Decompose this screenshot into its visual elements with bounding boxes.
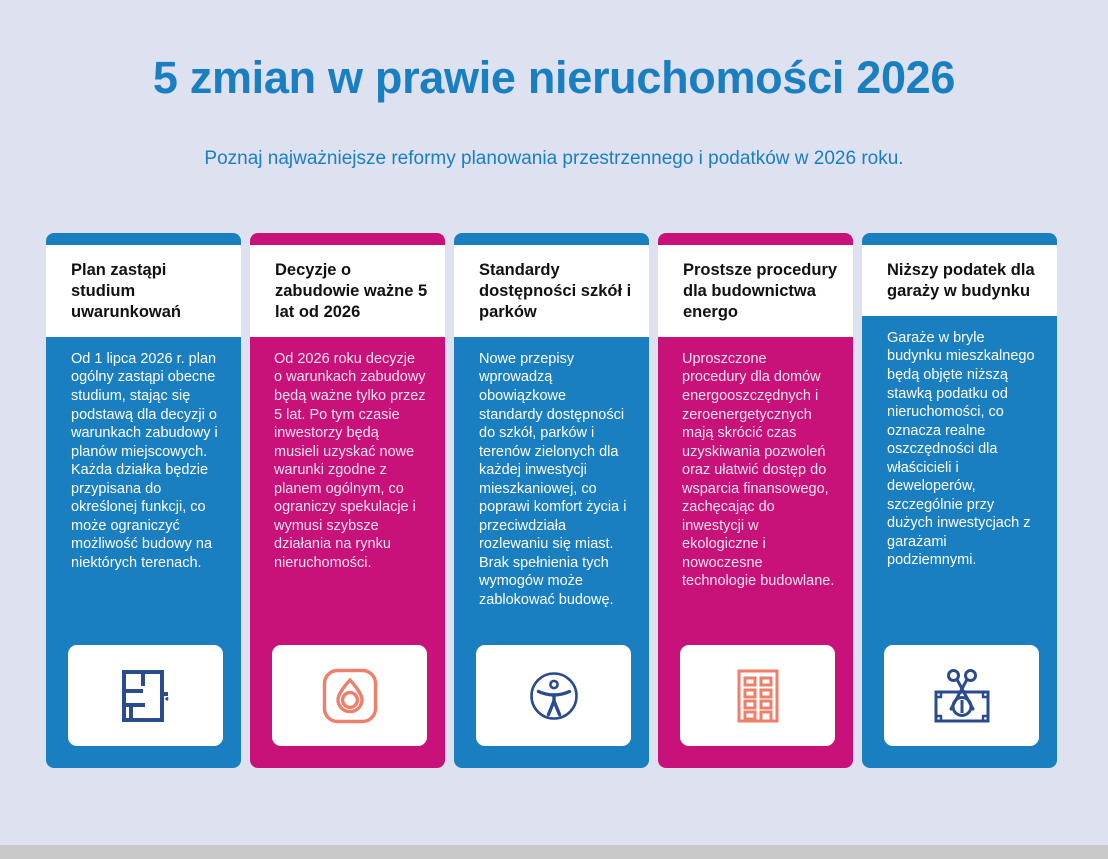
- card-body: [46, 337, 241, 645]
- card-text: Od 1 lipca 2026 r. plan ogólny zastąpi obecne studium, stając się podstawą dla decyzji o warunkach zabudowy i planów miejscowych. Każda działka będzie przypisana do określonej funkcji, co może ograniczyć możliwość budowy na niektórych terenach.: [71, 350, 218, 571]
- card-title-area: [862, 245, 1057, 316]
- page-subtitle: Poznaj najważniejsze reformy planowania przestrzennego i podatków w 2026 roku.: [204, 147, 904, 169]
- card-icon-container: [680, 645, 835, 746]
- card-topbar: [862, 233, 1057, 245]
- card-body: [454, 337, 649, 645]
- card-icon-container: [272, 645, 427, 746]
- money-scissors-icon: [933, 668, 991, 724]
- card-body: [250, 337, 445, 645]
- card-title: Decyzje o zabudowie ważne 5 lat od 2026: [275, 261, 428, 321]
- card-text: Garaże w bryle budynku mieszkalnego będą objęte niższą stawką podatku od nieruchomości, co oznacza realne oszczędności dla właścicieli i deweloperów, szczególnie przy dużych inwestycjach z garażami podziemnymi.: [887, 329, 1035, 569]
- cards-row: [46, 233, 1062, 768]
- card-title: Plan zastąpi studium uwarunkowań: [71, 261, 182, 321]
- card-icon-container: [68, 645, 223, 746]
- card-body: [862, 316, 1057, 645]
- card-title: Standardy dostępności szkół i parków: [479, 261, 632, 321]
- card-prostsze-procedury[interactable]: [658, 233, 853, 768]
- card-plan-zastapi-studium[interactable]: [46, 233, 241, 768]
- aperture-stamp-icon: [322, 668, 378, 724]
- card-icon-container: [476, 645, 631, 746]
- page-bottom-shadow: [0, 845, 1108, 859]
- card-title-area: [46, 245, 241, 337]
- page-header: [0, 0, 1108, 171]
- card-topbar: [454, 233, 649, 245]
- card-decyzje-o-zabudowie[interactable]: [250, 233, 445, 768]
- page-title: 5 zmian w prawie nieruchomości 2026: [152, 52, 956, 103]
- card-icon-container: [884, 645, 1039, 746]
- card-topbar: [250, 233, 445, 245]
- card-text: Uproszczone procedury dla domów energooszczędnych i zeroenergetycznych mają skrócić czas uzyskiwania pozwoleń oraz ułatwić dostęp do wsparcia finansowego, zachęcając do inwestycji w ekologiczne i nowoczesne technologie budowlane.: [682, 350, 835, 590]
- building-icon: [737, 669, 779, 723]
- card-text: Od 2026 roku decyzje o warunkach zabudowy będą ważne tylko przez 5 lat. Po tym czasie inwestorzy będą musieli uzyskać nowe warunki zgodne z planem ogólnym, co ograniczy spekulacje i wymusi szybsze działania na rynku nieruchomości.: [274, 350, 426, 571]
- card-topbar: [658, 233, 853, 245]
- card-title-area: [658, 245, 853, 337]
- card-topbar: [46, 233, 241, 245]
- card-nizszy-podatek-garaze[interactable]: [862, 233, 1057, 768]
- card-standardy-dostepnosci[interactable]: [454, 233, 649, 768]
- card-title: Prostsze procedury dla budownictwa energo: [683, 261, 838, 321]
- card-title: Niższy podatek dla garaży w budynku: [887, 261, 1035, 300]
- floor-plan-icon: [121, 669, 171, 723]
- card-text: Nowe przepisy wprowadzą obowiązkowe standardy dostępności do szkół, parków i terenów zielonych dla każdej inwestycji mieszkaniowej, co poprawi komfort życia i przeciwdziała rozlewaniu się miast. Brak spełnienia tych wymogów może zablokować budowę.: [479, 350, 627, 608]
- card-body: [658, 337, 853, 645]
- card-title-area: [250, 245, 445, 337]
- card-title-area: [454, 245, 649, 337]
- accessibility-icon: [529, 671, 579, 721]
